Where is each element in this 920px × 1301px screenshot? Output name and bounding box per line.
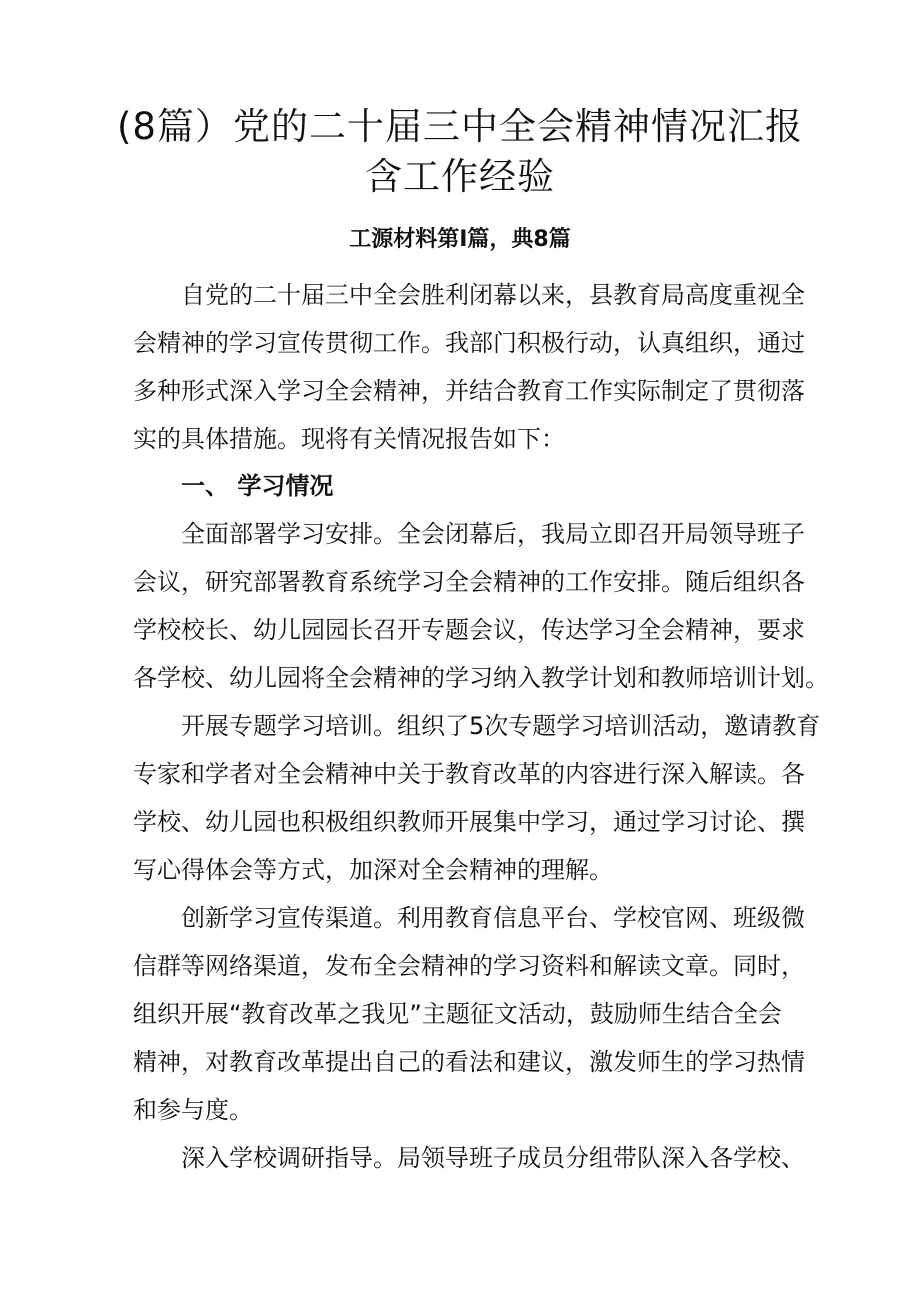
paragraph-training-line: 专家和学者对全会精神中关于教育改革的内容进行深入解读。各 — [133, 760, 805, 788]
paragraph-intro-line: 自党的二十届三中全会胜利闭幕以来，县教育局高度重视全 — [181, 281, 805, 309]
paragraph-research-line: 深入学校调研指导。局领导班子成员分组带队深入各学校、 — [181, 1144, 805, 1172]
paragraph-deploy-line: 全面部署学习安排。全会闭幕后，我局立即召开局领导班子 — [181, 520, 805, 548]
document-title-line-1: (8篇）党的二十届三中全会精神情况汇报 — [117, 105, 803, 148]
document-subtitle: 工源材料第Ⅰ篇，典8篇 — [349, 227, 571, 252]
paragraph-training-line: 写心得体会等方式，加深对全会精神的理解。 — [133, 856, 613, 884]
paragraph-intro-line: 会精神的学习宣传贯彻工作。我部门积极行动，认真组织，通过 — [133, 329, 805, 357]
paragraph-training-line: 开展专题学习培训。组织了5次专题学习培训活动，邀请教育 — [181, 712, 821, 740]
section-heading: 一、 学习情况 — [181, 472, 334, 500]
paragraph-intro-line: 多种形式深入学习全会精神，并结合教育工作实际制定了贯彻落 — [133, 377, 805, 405]
document-title-line-2: 含工作经验 — [365, 155, 555, 198]
paragraph-deploy-line: 学校校长、幼儿园园长召开专题会议，传达学习全会精神，要求 — [133, 616, 805, 644]
paragraph-channels-line: 创新学习宣传渠道。利用教育信息平台、学校官网、班级微 — [181, 904, 805, 932]
paragraph-training-line: 学校、幼儿园也积极组织教师开展集中学习，通过学习讨论、撰 — [133, 808, 805, 836]
paragraph-channels-line: 精神，对教育改革提出自己的看法和建议，激发师生的学习热情 — [133, 1048, 805, 1076]
paragraph-deploy-line: 各学校、幼儿园将全会精神的学习纳入教学计划和教师培训计划。 — [133, 664, 829, 692]
paragraph-channels-line: 组织开展“教育改革之我见”主题征文活动，鼓励师生结合全会 — [133, 1000, 782, 1028]
paragraph-channels-line: 和参与度。 — [133, 1096, 253, 1124]
paragraph-intro-line: 实的具体措施。现将有关情况报告如下： — [133, 425, 565, 453]
paragraph-channels-line: 信群等网络渠道，发布全会精神的学习资料和解读文章。同时， — [133, 952, 805, 980]
paragraph-deploy-line: 会议，研究部署教育系统学习全会精神的工作安排。随后组织各 — [133, 568, 805, 596]
